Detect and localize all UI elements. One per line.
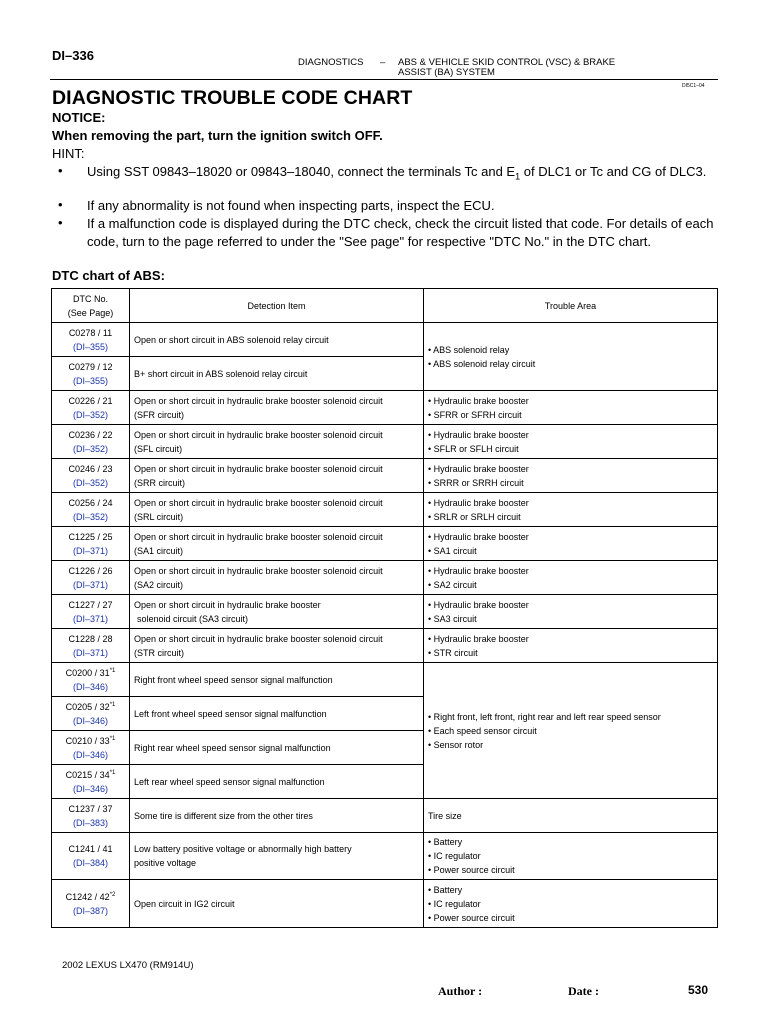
trouble-cell [424,527,718,561]
trouble-item: • Hydraulic brake booster [428,395,529,406]
detection-line: (SA1 circuit) [134,545,184,556]
trouble-item: • Hydraulic brake booster [428,429,529,440]
footnote-mark: *1 [109,667,116,674]
page-link[interactable]: (DI–387) [72,905,108,916]
trouble-item: • Hydraulic brake booster [428,633,529,644]
dtc-code: C1228 / 28 [68,633,113,644]
detection-line: (SRL circuit) [134,511,184,522]
trouble-item: • SFRR or SFRH circuit [428,409,522,420]
dtc-cell [52,765,130,799]
hint-label: HINT: [52,146,85,161]
detection-cell [130,629,424,663]
dtc-cell [52,697,130,731]
footer-model: 2002 LEXUS LX470 (RM914U) [62,960,194,971]
detection-line: Open or short circuit in hydraulic brake booster solenoid circuit [134,531,383,542]
detection-cell [130,493,424,527]
page-link[interactable]: (DI–346) [72,715,108,726]
trouble-cell [424,595,718,629]
page-link[interactable]: (DI–371) [72,579,108,590]
header-trouble-area: Trouble Area [424,289,718,323]
trouble-item: • SA2 circuit [428,579,477,590]
detection-cell [130,459,424,493]
trouble-item: • Hydraulic brake booster [428,497,529,508]
dtc-table [51,288,718,928]
trouble-cell [424,493,718,527]
trouble-item: • ABS solenoid relay circuit [428,358,536,369]
detection-line: Open or short circuit in hydraulic brake booster solenoid circuit [134,429,383,440]
detection-cell: Right front wheel speed sensor signal malfunction [130,663,424,697]
dtc-code: C0205 / 32 [65,701,110,712]
trouble-cell: Tire size [424,799,718,833]
detection-line: (SA2 circuit) [134,579,184,590]
detection-cell [130,561,424,595]
trouble-item: • Power source circuit [428,912,515,923]
trouble-cell [424,629,718,663]
footnote-mark: *1 [109,769,116,776]
page-code: DI–336 [52,48,94,63]
trouble-item: • SRLR or SRLH circuit [428,511,521,522]
page-link[interactable]: (DI–355) [72,375,108,386]
table-row [52,880,718,928]
dtc-code: C1237 / 37 [68,803,113,814]
trouble-item: • Hydraulic brake booster [428,599,529,610]
chart-heading: DTC chart of ABS: [52,268,165,283]
trouble-cell [424,663,718,799]
table-row [52,425,718,459]
trouble-item: • STR circuit [428,647,478,658]
page-link[interactable]: (DI–352) [72,477,108,488]
trouble-item: • Hydraulic brake booster [428,565,529,576]
hint-item-2: If any abnormality is not found when inspecting parts, inspect the ECU. [87,198,495,213]
trouble-item: • Right front, left front, right rear and left rear speed sensor [428,711,661,722]
trouble-item: • SA3 circuit [428,613,477,624]
hint-item-3: If a malfunction code is displayed during the DTC check, check the circuit listed that code. For details of each code, turn to the page referred to under the "See page" for respective "DTC No." in the DTC chart. [87,216,714,249]
dtc-cell [52,880,130,928]
table-row [52,391,718,425]
page-link[interactable]: (DI–371) [72,613,108,624]
footer-page-number: 530 [688,983,709,997]
dtc-cell [52,425,130,459]
page-link[interactable]: (DI–384) [72,858,108,868]
page-link[interactable]: (DI–355) [72,341,108,352]
trouble-item: • IC regulator [428,898,481,909]
trouble-cell [424,425,718,459]
header-dash: – [380,57,386,68]
hint-item-1 [87,163,727,186]
page-link[interactable]: (DI–352) [72,409,108,420]
trouble-item: • Battery [428,884,463,895]
detection-line: Open or short circuit in hydraulic brake booster solenoid circuit [134,395,383,406]
bullet-mark: • [58,163,63,178]
table-row [52,595,718,629]
dtc-code: C1242 / 42 [65,891,110,902]
trouble-cell [424,459,718,493]
trouble-cell [424,561,718,595]
detection-cell: Right rear wheel speed sensor signal malfunction [130,731,424,765]
trouble-item: • IC regulator [428,851,481,861]
trouble-item: • SA1 circuit [428,545,477,556]
trouble-item: • ABS solenoid relay [428,344,510,355]
page-link[interactable]: (DI–346) [72,749,108,760]
trouble-item: • SRRR or SRRH circuit [428,477,524,488]
table-row [52,799,718,833]
dtc-code: C1225 / 25 [68,531,113,542]
page-link[interactable]: (DI–352) [72,511,108,522]
dtc-cell [52,323,130,357]
table-row [52,323,718,357]
detection-cell [130,527,424,561]
trouble-item: • Sensor rotor [428,739,484,750]
header-title-line1: ABS & VEHICLE SKID CONTROL (VSC) & BRAKE [398,57,616,68]
table-row [52,663,718,697]
page-link[interactable]: (DI–352) [72,443,108,454]
trouble-cell [424,880,718,928]
table-row [52,629,718,663]
header-rule [50,79,718,80]
dtc-code: C1226 / 26 [68,565,113,576]
trouble-item: • Each speed sensor circuit [428,725,537,736]
dtc-cell [52,459,130,493]
page-title: DIAGNOSTIC TROUBLE CODE CHART [52,87,413,109]
page-link[interactable]: (DI–371) [72,545,108,556]
detection-line: positive voltage [134,858,197,868]
notice-text: When removing the part, turn the ignition switch OFF. [52,128,383,143]
trouble-cell [424,391,718,425]
dtc-code: C1241 / 41 [68,844,113,854]
detection-line: (SFL circuit) [134,443,183,454]
dtc-cell [52,731,130,765]
footnote-mark: *1 [109,735,116,742]
header-dtc-line1: DTC No. [72,293,108,304]
dtc-cell [52,493,130,527]
page-link[interactable]: (DI–346) [72,783,108,794]
dtc-cell [52,629,130,663]
dtc-cell [52,561,130,595]
header-section: DIAGNOSTICS [298,57,364,68]
header-dtc-no [52,289,130,323]
dtc-code: C0226 / 21 [68,395,113,406]
trouble-cell [424,323,718,391]
detection-line: solenoid circuit (SA3 circuit) [137,613,249,624]
header-detection-item: Detection Item [130,289,424,323]
dtc-code: C0210 / 33 [65,735,110,746]
notice-label: NOTICE: [52,110,106,125]
dtc-code: C0246 / 23 [68,463,113,474]
detection-line: (SRR circuit) [134,477,185,488]
dtc-code: C0256 / 24 [68,497,113,508]
dtc-code: C0279 / 12 [68,361,113,372]
table-header-row [52,289,718,323]
trouble-item: • Hydraulic brake booster [428,463,529,474]
dtc-cell [52,527,130,561]
page-link[interactable]: (DI–346) [72,681,108,692]
dtc-code: C0215 / 34 [65,769,110,780]
dtc-cell [52,595,130,629]
table-row [52,493,718,527]
header-dtc-line2: (See Page) [67,307,114,318]
footnote-mark: *1 [109,701,116,708]
dtc-code: C0200 / 31 [65,667,110,678]
header-title-line2: ASSIST (BA) SYSTEM [398,67,495,78]
detection-line: Open or short circuit in hydraulic brake booster solenoid circuit [134,633,383,644]
dtc-code: C0278 / 11 [68,327,113,338]
dtc-cell [52,391,130,425]
dtc-cell [52,663,130,697]
detection-cell: Left rear wheel speed sensor signal malfunction [130,765,424,799]
table-row [52,459,718,493]
bullet-mark: • [58,215,63,230]
table-row [52,833,718,880]
dtc-cell [52,833,130,880]
trouble-item: • SFLR or SFLH circuit [428,443,519,454]
detection-cell: B+ short circuit in ABS solenoid relay circuit [130,357,424,391]
detection-cell: Open or short circuit in ABS solenoid relay circuit [130,323,424,357]
detection-line: (STR circuit) [134,647,184,658]
table-row [52,527,718,561]
trouble-item: • Hydraulic brake booster [428,531,529,542]
footer-author-label: Author : [438,984,483,998]
detection-line: Open or short circuit in hydraulic brake booster solenoid circuit [134,463,383,474]
detection-cell: Some tire is different size from the other tires [130,799,424,833]
detection-cell [130,391,424,425]
dtc-cell [52,799,130,833]
doc-code: DI5C1–04 [682,83,705,89]
hint-item-1-pre: Using SST 09843–18020 or 09843–18040, connect the terminals Tc and E [87,164,516,179]
detection-cell [130,595,424,629]
detection-line: Open or short circuit in hydraulic brake booster solenoid circuit [134,565,383,576]
dtc-code: C1227 / 27 [68,599,113,610]
footnote-mark: *2 [109,891,116,898]
detection-line: (SFR circuit) [134,409,184,420]
detection-cell [130,425,424,459]
trouble-item: • Power source circuit [428,865,515,875]
table-row [52,561,718,595]
detection-cell: Open circuit in IG2 circuit [130,880,424,928]
detection-line: Open or short circuit in hydraulic brake booster [134,599,321,610]
dtc-code: C0236 / 22 [68,429,113,440]
dtc-cell [52,357,130,391]
trouble-cell [424,833,718,880]
detection-line: Low battery positive voltage or abnormally high battery [134,844,352,854]
hint-item-1-post: of DLC1 or Tc and CG of DLC3. [520,164,707,179]
page-link[interactable]: (DI–371) [72,647,108,658]
detection-cell: Left front wheel speed sensor signal malfunction [130,697,424,731]
detection-line: Open or short circuit in hydraulic brake booster solenoid circuit [134,497,383,508]
bullet-mark: • [58,197,63,212]
page-link[interactable]: (DI–383) [72,817,108,828]
hint-item-1-subscript: 1 [515,171,521,182]
footer-date-label: Date : [568,984,599,998]
trouble-item: • Battery [428,837,463,847]
detection-cell [130,833,424,880]
